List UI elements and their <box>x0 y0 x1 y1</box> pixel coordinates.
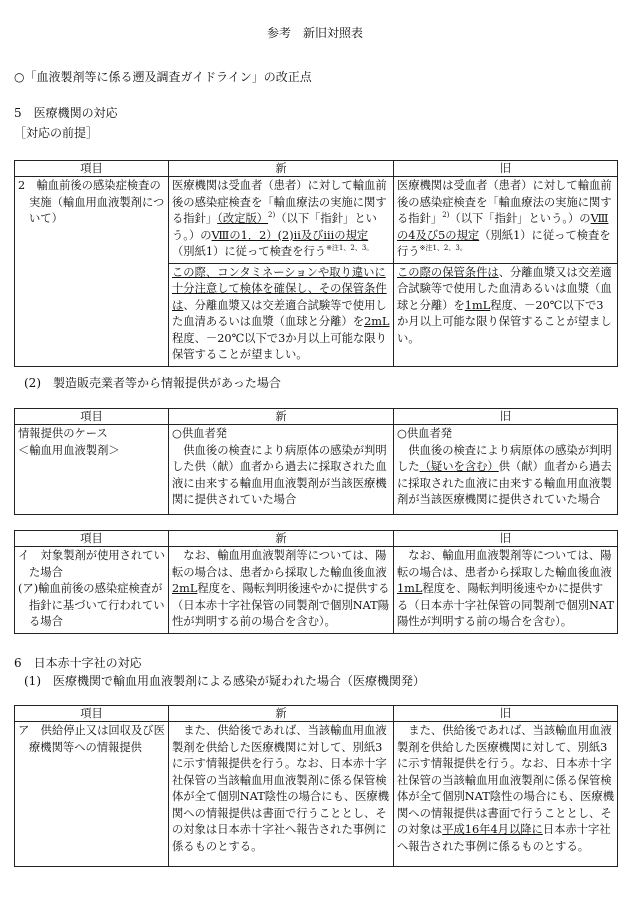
old-cell: この際の保管条件は、分離血漿又は交差適合試験等で使用した血清あるいは血漿（血球と分離）を1mL程度、－20℃以下で3か月以上可能な限り保管することが望ましい。 <box>394 263 618 366</box>
old-cell: また、供給後であれば、当該輸血用血液製剤を供給した医療機関に対して、別紙3に示す情報提供を行う。なお、日本赤十字社保管の当該輸血用血液製剤に係る保管検体が全て個別NAT陰性の場合にも、医療機関への情報提供は書面で行うこととし、その対象は平成16年4月以降に日本赤十字社へ報告された事例に係るものとする。 <box>394 722 618 867</box>
old-cell: 医療機関は受血者（患者）に対して輸血前後の感染症検査を「輸血療法の実施に関する指針」$^{2)}$（以下「指針」という。）のⅧの4及び5の規定（別紙1）に従って検査を行う$^{※注1、2、3。}$ <box>394 177 618 264</box>
comparison-table-used-product <box>14 530 618 634</box>
new-cell: この際、コンタミネーションや取り違いに十分注意して検体を確保し、その保管条件は、分離血漿又は交差適合試験等で使用した血清あるいは血漿（血球と分離）を2mL程度、－20℃以下で3か月以上可能な限り保管することが望ましい。 <box>169 263 394 366</box>
new-cell: 医療機関は受血者（患者）に対して輸血前後の感染症検査を「輸血療法の実施に関する指針」（改定版）$^{2)}$（以下「指針」という。）のⅧの1．2）(2)ⅱ及びⅲの規定（別紙1）に従って検査を行う$^{※注1、2、3。}$ <box>169 177 394 264</box>
item-cell: イ 対象製剤が使用されていた場合 (ア)輸血前後の感染症検査が指針に基づいて行われている場合 <box>15 547 169 634</box>
premise-label: ［対応の前提］ <box>14 126 99 140</box>
subsection-6-1-heading: (1) 医療機関で輸血用血液製剤による感染が疑われた場合（医療機関発） <box>24 674 426 688</box>
header-item: 項目 <box>15 531 169 547</box>
header-new: 新 <box>169 161 394 177</box>
item-cell: ア 供給停止又は回収及び医療機関等への情報提供 <box>15 722 169 867</box>
header-old: 旧 <box>394 531 618 547</box>
new-cell: ○供血者発 供血後の検査により病原体の感染が判明した供（献）血者から過去に採取された血液に由来する輸血用血液製剤が当該医療機関に提供されていた場合 <box>169 425 394 515</box>
item-cell: 情報提供のケース ＜輸血用血液製剤＞ <box>15 425 169 515</box>
section-5-heading: 5 医療機関の対応 <box>14 106 118 120</box>
comparison-table-red-cross <box>14 705 618 867</box>
header-item: 項目 <box>15 706 169 722</box>
subsection-2-heading: (2) 製造販売業者等から情報提供があった場合 <box>24 376 281 390</box>
page-title: 参考 新旧対照表 <box>266 26 363 40</box>
header-old: 旧 <box>394 706 618 722</box>
header-old: 旧 <box>394 161 618 177</box>
header-new: 新 <box>169 409 394 425</box>
section-6-heading: 6 日本赤十字社の対応 <box>14 656 142 670</box>
header-item: 項目 <box>15 161 169 177</box>
header-new: 新 <box>169 706 394 722</box>
comparison-table-premise <box>14 160 618 367</box>
old-cell: なお、輸血用血液製剤等については、陽転の場合は、患者から採取した輸血後血液1mL程度を、陽転判明後速やかに提供する（日本赤十字社保管の同製剤で個別NAT陽性が判明する前の場合を含む）。 <box>394 547 618 634</box>
new-cell: また、供給後であれば、当該輸血用血液製剤を供給した医療機関に対して、別紙3に示す情報提供を行う。なお、日本赤十字社保管の当該輸血用血液製剤に係る保管検体が全て個別NAT陰性の場合にも、医療機関への情報提供は書面で行うこととし、その対象は日本赤十字社へ報告された事例に係るものとする。 <box>169 722 394 867</box>
header-old: 旧 <box>394 409 618 425</box>
item-cell: 2 輸血前後の感染症検査の実施（輸血用血液製剤について） <box>15 177 169 367</box>
header-item: 項目 <box>15 409 169 425</box>
comparison-table-info-case <box>14 408 618 515</box>
new-cell: なお、輸血用血液製剤等については、陽転の場合は、患者から採取した輸血後血液2mL程度を、陽転判明後速やかに提供する（日本赤十字社保管の同製剤で個別NAT陽性が判明する前の場合を含む）。 <box>169 547 394 634</box>
guideline-heading: ○「血液製剤等に係る遡及調査ガイドライン」の改正点 <box>14 70 312 84</box>
old-cell: ○供血者発 供血後の検査により病原体の感染が判明した（疑いを含む）供（献）血者から過去に採取された血液に由来する輸血用血液製剤が当該医療機関に提供されていた場合 <box>394 425 618 515</box>
header-new: 新 <box>169 531 394 547</box>
